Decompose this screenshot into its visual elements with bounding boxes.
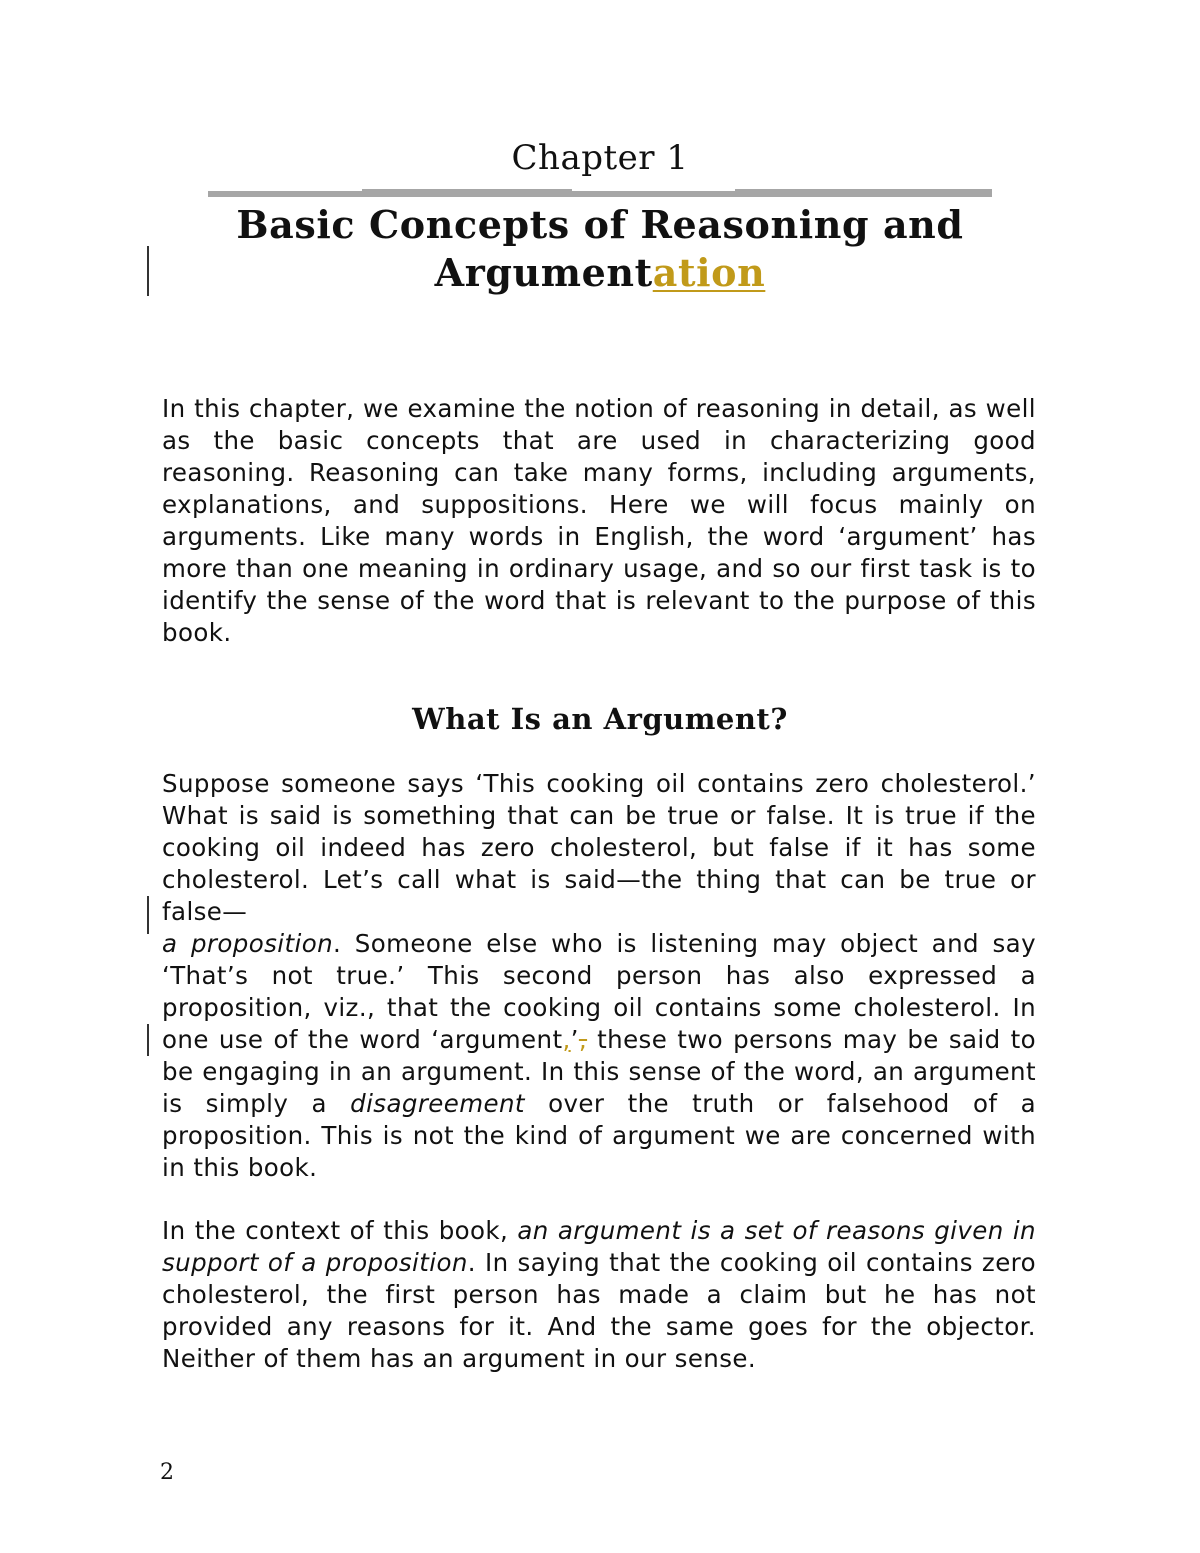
- argument-definition: an argument is a set of reasons given in support of a proposition: [162, 1216, 1036, 1277]
- argument-paragraph-1: [162, 768, 1036, 1184]
- page-number: 2: [160, 1460, 174, 1485]
- chapter-title: [0, 201, 1200, 297]
- rule-notch-right: [735, 189, 992, 192]
- para1-text: over the truth or falsehood of a proposition. This is not the kind of argument we are concerned with in this book.: [162, 1089, 1036, 1182]
- tracked-deletion-comma: ,: [578, 1025, 588, 1054]
- revision-change-bar: [147, 896, 149, 934]
- para2-text: . In saying that the cooking oil contains zero cholesterol, the first person has made a claim but he has not provided any reasons for it. And the same goes for the objector. Neither of them has an argument in our sense.: [162, 1248, 1036, 1373]
- section-heading: What Is an Argument?: [412, 702, 788, 736]
- para1-text: Suppose someone says ‘This cooking oil contains zero cholesterol.’ What is said is something that can be true or false. It is true if the cooking oil indeed has zero cholesterol, but false if it has some cholesterol. Let’s call what is said—the thing that can be true or false—: [162, 769, 1036, 926]
- quote-close: ’: [570, 1025, 579, 1054]
- para1-text: these two persons may be said to be engaging in an argument. In this sense of the word, an argument is simply a: [162, 1025, 1037, 1118]
- revision-change-bar: [147, 1024, 149, 1056]
- rule-notch-left: [362, 189, 572, 192]
- chapter-title-tracked-insertion: ation: [652, 250, 766, 295]
- para1-text: . Someone else who is listening may object and say ‘That’s not true.’ This second person has also expressed a proposition, viz., that the cooking oil contains some cholesterol. In one use of the word ‘argument: [162, 929, 1036, 1054]
- chapter-title-main: Basic Concepts of Reasoning and Argument: [236, 202, 964, 295]
- intro-paragraph: [162, 393, 1036, 649]
- tracked-insertion-comma: ,: [562, 1025, 571, 1054]
- para2-text: In the context of this book,: [162, 1216, 518, 1245]
- argument-paragraph-2: [162, 1215, 1036, 1375]
- intro-text: In this chapter, we examine the notion of reasoning in detail, as well as the basic concepts that are used in characterizing good reasoning. Reasoning can take many forms, including arguments, explanations, and suppositions. Here we will focus mainly on arguments. Like many words in English, the word ‘argument’ has more than one meaning in ordinary usage, and so our first task is to identify the sense of the word that is relevant to the purpose of this book.: [162, 394, 1036, 647]
- term-disagreement: disagreement: [350, 1089, 525, 1118]
- chapter-label: Chapter 1: [511, 138, 689, 178]
- term-proposition: a proposition: [162, 929, 334, 958]
